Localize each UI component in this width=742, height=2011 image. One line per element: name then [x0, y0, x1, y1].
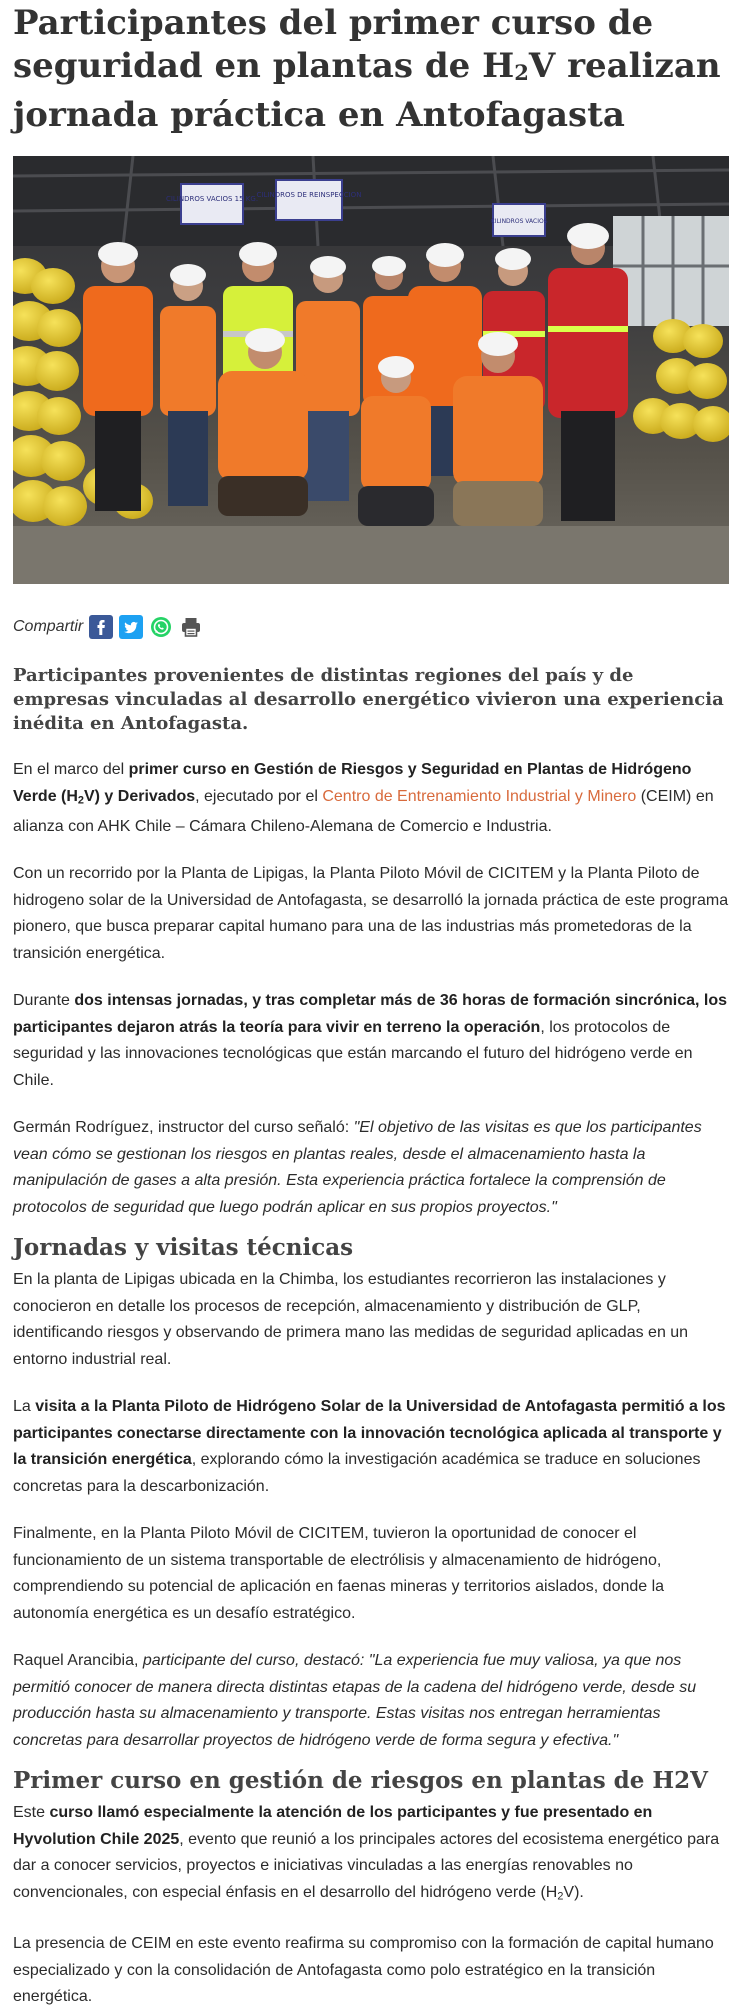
- twitter-icon[interactable]: [119, 615, 143, 639]
- share-bar: [13, 614, 729, 640]
- sign-empty-cylinders-2: CILINDROS VACIOS: [490, 218, 548, 226]
- paragraph-6: La visita a la Planta Piloto de Hidrógeno Solar de la Universidad de Antofagasta permitió a los participantes conectarse directamente con la innovación tecnológica aplicada al transporte y la transición energética, explorando cómo la investigación académica se traduce en soluciones concretas para la descarbonización.: [13, 1398, 726, 1495]
- title-subscript: 2: [514, 60, 529, 86]
- share-label: Compartir: [13, 618, 84, 636]
- paragraph-3: Durante dos intensas jornadas, y tras completar más de 36 horas de formación sincrónica, los participantes dejaron atrás la teoría para vivir en terreno la operación, los protocolos de seguridad y las innovaciones tecnológicas que están marcando el futuro del hidrógeno verde en Chile.: [13, 992, 728, 1089]
- article-lead: Participantes provenientes de distintas regiones del país y de empresas vinculadas al desarrollo energético vivieron una experiencia inédita en Antofagasta.: [13, 665, 724, 735]
- sign-reinspection: CILINDROS DE REINSPECCION: [256, 191, 362, 200]
- paragraph-5: En la planta de Lipigas ubicada en la Chimba, los estudiantes recorrieron las instalaciones y conocieron en detalle los procesos de recepción, almacenamiento y distribución de GLP, identificando riesgos y observando de primera mano las medidas de seguridad aplicadas en un entorno industrial real.: [13, 1271, 689, 1368]
- paragraph-7: Finalmente, en la Planta Piloto Móvil de CICITEM, tuvieron la oportunidad de conocer el funcionamiento de un sistema transportable de electrólisis y almacenamiento de hidrógeno, comprendiendo su potencial de aplicación en faenas mineras y territorios aislados, donde la autonomía energética es un desafío estratégico.: [13, 1525, 665, 1622]
- sign-empty-cylinders: CILINDROS VACIOS 15 KG.: [165, 195, 259, 204]
- paragraph-9: Este curso llamó especialmente la atención de los participantes y fue presentado en Hyvolution Chile 2025, evento que reunió a los principales actores del ecosistema energético para dar a conocer servicios, proyectos e iniciativas vinculadas a las energías renovables no convencionales, con especial énfasis en el desarrollo del hidrógeno verde (H2V).: [13, 1804, 720, 1903]
- group-photo-illustration: [13, 156, 729, 584]
- paragraph-10: La presencia de CEIM en este evento reafirma su compromiso con la formación de capital humano especializado y con la consolidación de Antofagasta como polo estratégico en la transición energética.: [13, 1935, 714, 2006]
- paragraph-1: En el marco del primer curso en Gestión de Riesgos y Seguridad en Plantas de Hidrógeno Verde (H2V) y Derivados, ejecutado por el Centro de Entrenamiento Industrial y Minero (CEIM) en alianza con AHK Chile – Cámara Chileno-Alemana de Comercio e Industria.: [13, 761, 714, 835]
- group-photo: [13, 156, 729, 584]
- ceim-link[interactable]: Centro de Entrenamiento Industrial y Minero: [322, 787, 637, 805]
- paragraph-2: Con un recorrido por la Planta de Lipigas, la Planta Piloto Móvil de CICITEM y la Planta Piloto de hidrogeno solar de la Universidad de Antofagasta, se desarrolló la jornada práctica de este programa pionero, que busca preparar capital humano para una de las industrias más prometedoras de la transición energética.: [13, 865, 729, 962]
- page-title: Participantes del primer curso de seguridad en plantas de H2V realizan jornada práctica en Antofagasta: [13, 3, 721, 136]
- paragraph-4-quote: Germán Rodríguez, instructor del curso señaló: "El objetivo de las visitas es que los participantes vean cómo se gestionan los riesgos en plantas reales, desde el almacenamiento hasta la manipulación de gases a alta presión. Esta experiencia práctica fortalece la comprensión de protocolos de seguridad que luego podrán aplicar en sus propios proyectos.": [13, 1119, 702, 1216]
- section-heading-primer-curso: Primer curso en gestión de riesgos en plantas de H2V: [13, 1767, 708, 1795]
- whatsapp-icon[interactable]: [149, 615, 173, 639]
- facebook-icon[interactable]: [89, 615, 113, 639]
- print-icon[interactable]: [179, 615, 203, 639]
- section-heading-jornadas: Jornadas y visitas técnicas: [13, 1234, 354, 1262]
- people: [83, 223, 628, 526]
- paragraph-8-quote: Raquel Arancibia, participante del curso, destacó: "La experiencia fue muy valiosa, ya que nos permitió conocer de manera directa distintas etapas de la cadena del hidrógeno verde, desde su producción hasta su almacenamiento y transporte. Estas visitas nos entregan herramientas concretas para desarrollar proyectos de hidrógeno verde de forma segura y efectiva.": [13, 1652, 697, 1749]
